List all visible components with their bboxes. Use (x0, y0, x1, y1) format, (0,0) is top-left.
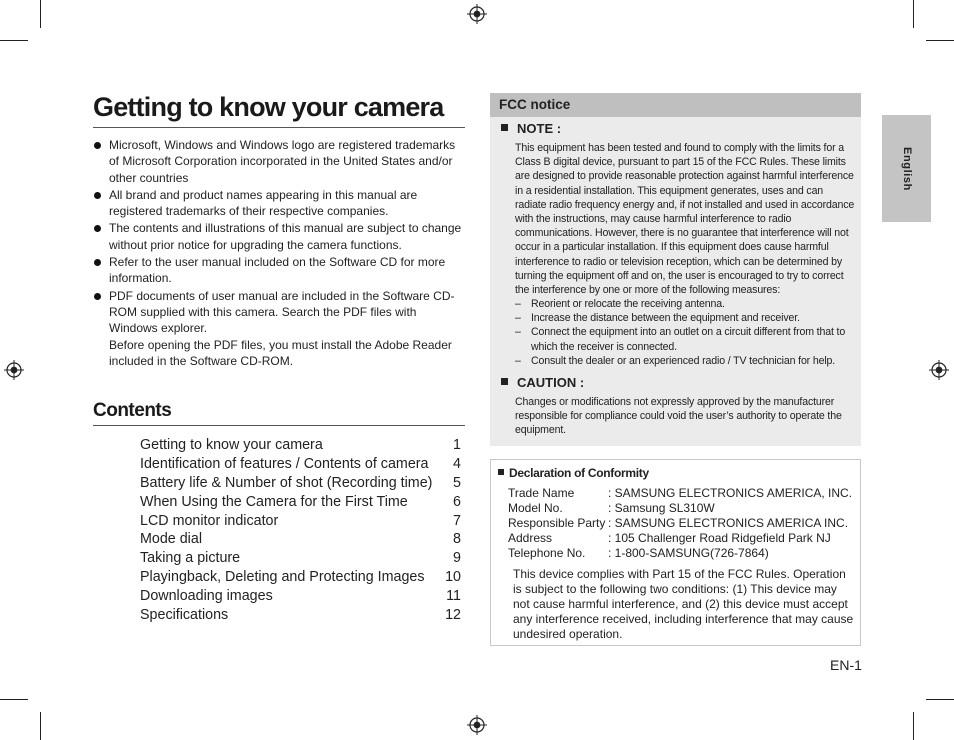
toc-entry[interactable] (140, 493, 461, 512)
dash-marker: – (515, 326, 521, 339)
notice-bullet-list (92, 137, 464, 370)
bullet-dot-icon (94, 259, 101, 266)
list-item (92, 137, 464, 186)
toc-label: Downloading images (140, 588, 273, 605)
bullet-dot-icon (94, 293, 101, 300)
table-row (508, 486, 852, 501)
declaration-key: Model No. (508, 501, 563, 515)
declaration-key: Responsible Party (508, 516, 606, 530)
declaration-value: : Samsung SL310W (608, 501, 715, 515)
bullet-dot-icon (94, 225, 101, 232)
toc-entry[interactable] (140, 512, 461, 531)
toc-page: 1 (453, 437, 461, 453)
list-item (92, 288, 464, 369)
declaration-value: : 1-800-SAMSUNG(726-7864) (608, 546, 769, 560)
crop-mark (0, 40, 28, 41)
table-of-contents (140, 436, 461, 625)
toc-label: Playingback, Deleting and Protecting Images (140, 569, 425, 586)
toc-entry[interactable] (140, 530, 461, 549)
crop-mark (40, 712, 41, 740)
square-bullet-icon (501, 124, 508, 131)
crop-mark (40, 0, 41, 28)
toc-entry[interactable] (140, 549, 461, 568)
registration-mark-icon (4, 360, 24, 380)
table-row (508, 546, 852, 561)
crop-mark (913, 0, 914, 28)
measure-text: Connect the equipment into an outlet on a circuit different from that to which the receiver is connected. (531, 326, 846, 353)
list-item (515, 354, 855, 368)
toc-label: When Using the Camera for the First Time (140, 493, 408, 510)
toc-label: Taking a picture (140, 550, 241, 567)
toc-page: 7 (453, 512, 461, 529)
registration-mark-icon (929, 360, 949, 380)
toc-page: 10 (445, 569, 461, 586)
dash-marker: – (515, 312, 521, 325)
language-tab[interactable] (882, 115, 931, 222)
declaration-key: Address (508, 531, 553, 545)
declaration-value: : SAMSUNG ELECTRONICS AMERICA INC. (608, 516, 849, 530)
toc-label: Battery life & Number of shot (Recording time) (140, 474, 433, 491)
fcc-notice-panel (490, 93, 861, 446)
declaration-title: Declaration of Conformity (509, 466, 649, 480)
bullet-text: Refer to the user manual included on the Software CD for more information. (109, 255, 446, 286)
toc-label: Identification of features / Contents of camera (140, 455, 429, 472)
declaration-key: Trade Name (508, 486, 575, 500)
dash-marker: – (515, 298, 521, 310)
declaration-table (508, 486, 852, 561)
toc-page: 5 (453, 474, 461, 491)
measure-text: Consult the dealer or an experienced radio / TV technician for help. (531, 354, 836, 367)
page-title: Getting to know your camera (93, 90, 465, 128)
list-item (515, 311, 855, 325)
square-bullet-icon (498, 469, 504, 475)
toc-page: 6 (453, 493, 461, 510)
caution-paragraph: Changes or modifications not expressly approved by the manufacturer responsible for compliance could void the user’s authority to operate the equipment. (515, 396, 842, 437)
bullet-text: All brand and product names appearing in this manual are registered trademarks of their respective companies. (109, 187, 418, 219)
note-heading-label: NOTE : (517, 121, 562, 136)
crop-mark (0, 699, 28, 700)
compliance-statement: This device complies with Part 15 of the FCC Rules. Operation is subject to the following two conditions: (1) This device may not cause harmful interference, and (2) this device must accept any interference received, including interference that may cause undesired operation. (513, 567, 854, 641)
registration-mark-icon (467, 4, 487, 24)
bullet-text: PDF documents of user manual are included in the Software CD-ROM supplied with this camera. Search the PDF files with Windows explorer. (109, 288, 455, 336)
caution-heading (501, 375, 584, 390)
bullet-extra-text: Before opening the PDF files, you must install the Adobe Reader included in the Software CD-ROM. (109, 337, 452, 368)
interference-measures-list (515, 297, 855, 368)
toc-entry[interactable] (140, 474, 461, 493)
toc-page: 4 (453, 455, 461, 472)
table-row (508, 516, 852, 531)
bullet-dot-icon (94, 142, 101, 149)
bullet-text: The contents and illustrations of this manual are subject to change without prior notice for upgrading the camera functions. (109, 221, 462, 252)
bullet-dot-icon (94, 192, 101, 199)
dash-marker: – (515, 354, 521, 367)
toc-label: Mode dial (140, 531, 202, 548)
toc-label: LCD monitor indicator (140, 512, 279, 529)
note-heading (501, 121, 561, 136)
toc-entry[interactable] (140, 455, 461, 474)
declaration-value: : SAMSUNG ELECTRONICS AMERICA, INC. (608, 486, 853, 500)
list-item (92, 254, 464, 287)
toc-entry[interactable] (140, 436, 461, 455)
caution-heading-label: CAUTION : (517, 375, 585, 390)
toc-entry[interactable] (140, 606, 461, 625)
declaration-panel (490, 459, 861, 646)
toc-label: Specifications (140, 607, 229, 624)
table-row (508, 501, 852, 516)
list-item (92, 187, 464, 220)
toc-entry[interactable] (140, 568, 461, 587)
bullet-text: Microsoft, Windows and Windows logo are registered trademarks of Microsoft Corporation incorporated in the United States and/or other countries (109, 138, 456, 185)
table-row (508, 531, 852, 546)
crop-mark (926, 40, 954, 41)
declaration-key: Telephone No. (508, 546, 586, 560)
toc-label: Getting to know your camera (140, 437, 323, 453)
contents-heading: Contents (93, 398, 465, 426)
declaration-heading (498, 466, 649, 480)
note-paragraph: This equipment has been tested and found to comply with the limits for a Class B digital device, pursuant to part 15 of the FCC Rules. These limits are designed to provide reasonable protection against harmful interference in a residential installation. This equipment generates, uses and can radiate radio frequency energy and, if not installed and used in accordance with the instructions, may cause harmful interference to radio communications. However, there is no guarantee that interference will not occur in a particular installation. If this equipment does cause harmful interference to radio or television reception, which can be determined by turning the equipment off and on, the user is encouraged to try to correct the interference by one or more of the following measures: (515, 142, 855, 297)
fcc-notice-header: FCC notice (490, 93, 861, 117)
registration-mark-icon (467, 715, 487, 735)
crop-mark (926, 699, 954, 700)
toc-page: 12 (445, 607, 461, 624)
list-item (92, 220, 464, 253)
crop-mark (913, 712, 914, 740)
page-number: EN-1 (830, 657, 862, 673)
list-item (515, 297, 855, 311)
language-tab-label: English (900, 146, 913, 191)
square-bullet-icon (501, 378, 508, 385)
toc-page: 11 (446, 588, 461, 605)
toc-entry[interactable] (140, 587, 461, 606)
measure-text: Reorient or relocate the receiving antenna. (531, 298, 725, 310)
toc-page: 9 (453, 550, 461, 567)
declaration-value: : 105 Challenger Road Ridgefield Park NJ (608, 531, 831, 545)
list-item (515, 325, 855, 353)
toc-page: 8 (453, 531, 461, 548)
measure-text: Increase the distance between the equipment and receiver. (531, 312, 800, 325)
